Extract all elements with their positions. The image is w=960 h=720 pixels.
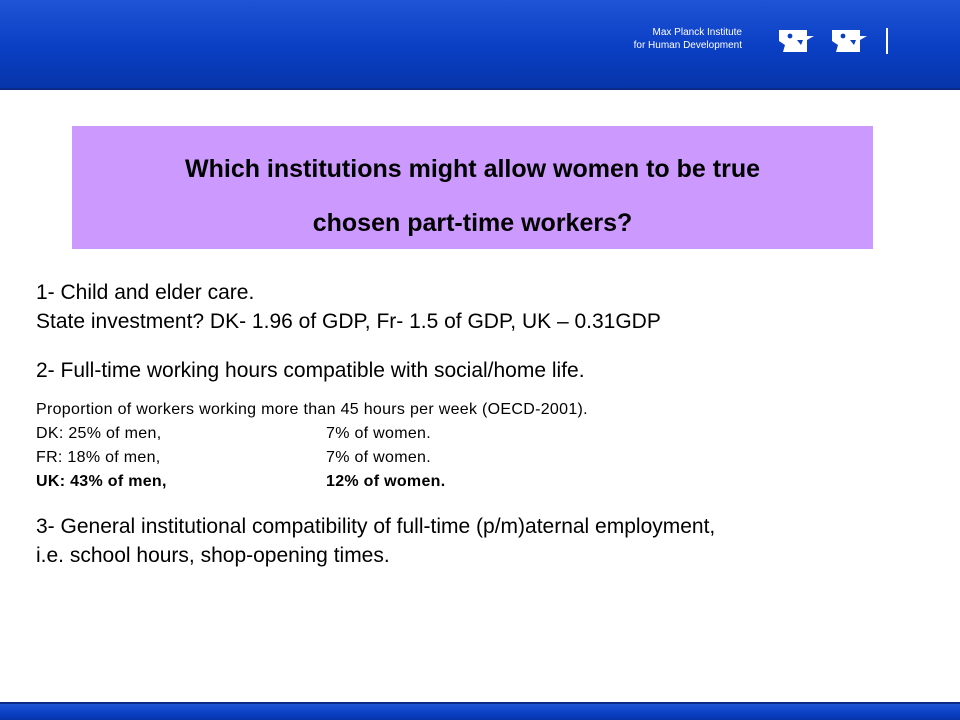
slide-title-line1: Which institutions might allow women to be true — [185, 155, 760, 183]
stats-row-fr — [36, 446, 926, 470]
item1-heading: 1- Child and elder care. — [36, 281, 255, 304]
stats-row-dk — [36, 422, 926, 446]
stats-women-dk: 7% of women. — [326, 425, 431, 442]
item3-line1: 3- General institutional compatibility of full-time (p/m)aternal employment, — [36, 515, 716, 538]
footer-bar — [0, 702, 960, 720]
slide-title-line2: chosen part-time workers? — [312, 209, 633, 237]
stats-men-dk: DK: 25% of men, — [36, 425, 162, 442]
stats-row-uk — [36, 470, 926, 494]
item3-line2: i.e. school hours, shop-opening times. — [36, 544, 390, 567]
institute-name-line1: Max Planck Institute — [652, 27, 742, 38]
stats-women-uk: 12% of women. — [326, 473, 446, 490]
header-bar — [0, 0, 960, 90]
stats-men-uk: UK: 43% of men, — [36, 473, 167, 490]
institute-logo-icon — [777, 27, 817, 55]
institute-logo-icon-secondary — [830, 27, 870, 55]
institute-name — [634, 26, 742, 52]
item1-detail: State investment? DK- 1.96 of GDP, Fr- 1.5 of GDP, UK – 0.31GDP — [36, 310, 661, 333]
header-divider — [886, 28, 888, 54]
stats-women-fr: 7% of women. — [326, 449, 431, 466]
item2-note: Proportion of workers working more than 45 hours per week (OECD-2001). — [36, 401, 588, 418]
stats-men-fr: FR: 18% of men, — [36, 449, 161, 466]
item2-heading: 2- Full-time working hours compatible with social/home life. — [36, 359, 585, 382]
institute-name-line2: for Human Development — [633, 40, 742, 51]
slide-content — [36, 278, 926, 570]
slide-title-box — [72, 126, 873, 249]
